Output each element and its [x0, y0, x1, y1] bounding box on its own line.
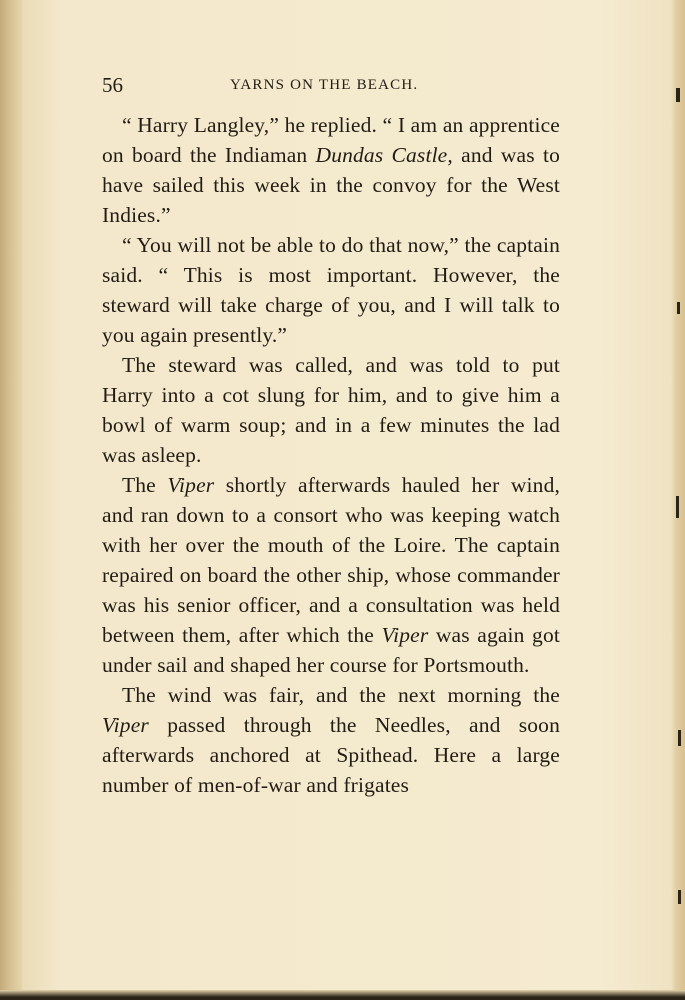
page-bottom-edge	[0, 990, 685, 1000]
ship-name: Viper	[102, 713, 149, 737]
edge-mark	[678, 730, 681, 746]
ship-name: Viper	[381, 623, 429, 647]
paragraph: The steward was called, and was told to put Harry into a cot slung for him, and to give him a bowl of warm soup; and in a few minutes the lad was asleep.	[102, 353, 560, 467]
edge-mark	[677, 302, 680, 314]
edge-mark	[678, 890, 681, 904]
ship-name: Dundas Castle,	[315, 143, 453, 167]
ship-name: Viper	[167, 473, 215, 497]
running-head	[102, 70, 560, 100]
body-text	[102, 110, 560, 800]
page-number: 56	[102, 73, 123, 97]
edge-mark	[676, 88, 680, 102]
binding-gutter	[0, 0, 22, 1000]
running-title: YARNS ON THE BEACH.	[230, 77, 419, 93]
paragraph: “ Harry Langley,” he replied. “ I am an apprentice on board the Indiaman Dundas Castle, and was to have sailed this week in the convoy for the West Indies.”	[102, 113, 560, 227]
edge-mark	[676, 496, 679, 518]
paragraph: The Viper shortly afterwards hauled her wind, and ran down to a consort who was keeping watch with her over the mouth of the Loire. The captain repaired on board the other ship, whose commander was his senior officer, and a consultation was held between them, after which the Viper was again got under sail and shaped her course for Portsmouth.	[102, 473, 560, 677]
paragraph: “ You will not be able to do that now,” the captain said. “ This is most important. However, the steward will take charge of you, and I will talk to you again presently.”	[102, 233, 560, 347]
paragraph: The wind was fair, and the next morning the Viper passed through the Needles, and soon afterwards anchored at Spithead. Here a large number of men-of-war and frigates	[102, 683, 560, 797]
